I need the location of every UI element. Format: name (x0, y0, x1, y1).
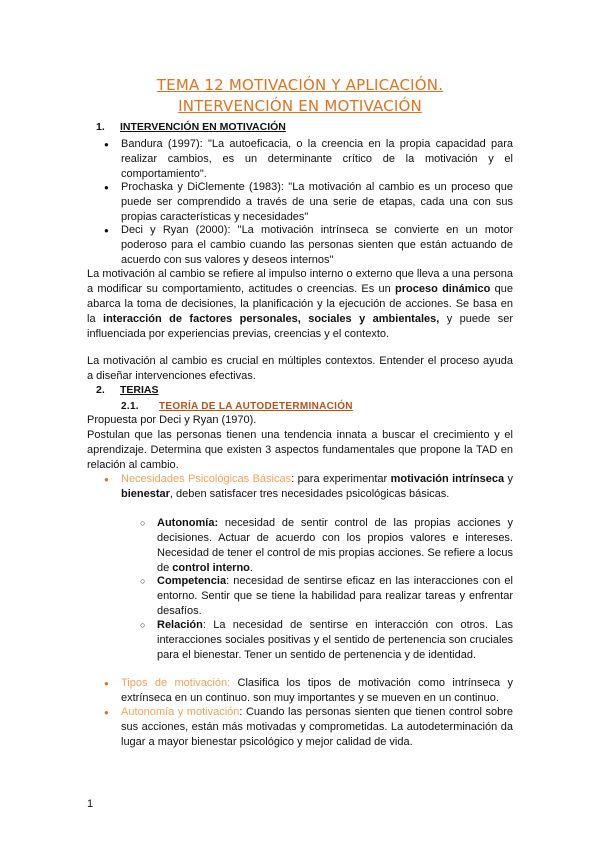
section-1-heading (96, 120, 286, 135)
am-text: : Cuando las personas sienten que tienen control sobre sus acciones, están más motivadas y comprometidas. La autodeterminación da lugar a mayor bienestar psicológico y mejor calidad de vida. (121, 706, 513, 748)
bullet-autonomia-motivacion (121, 705, 513, 750)
bullet-tipos-motivacion (121, 676, 513, 706)
p1-bold-interaccion: interacción de factores personales, sociales y ambientales, (103, 313, 440, 325)
p1-text-c: que abarca la toma de decisiones, la planificación y la ejecución de acciones. Se basa en la (87, 283, 513, 325)
section-1-number: 1. (96, 121, 105, 133)
p1-text-d: y puede ser influenciada por experiencias previas, creencias y el contexto. (87, 313, 513, 340)
nb-bold-motivacion: motivación intrínseca (390, 473, 505, 485)
nb-bold-bienestar: bienestar (121, 488, 170, 500)
autonomia-text: necesidad de sentir control de las propias acciones y decisiones. Actuar de acuerdo con los propios valores e intereses. Necesidad de tener el control de mis propias acciones. Se refiere a locus de (157, 517, 513, 574)
relacion-text: : La necesidad de sentirse en interacción con otros. Las interacciones sociales positivas y el sentido de pertenencia son cruciales para el bienestar. Tener un sentido de pertenencia y de identidad. (157, 619, 513, 661)
section-2-1-label: TEORÍA DE LA AUTODETERMINACIÓN (159, 401, 353, 412)
am-label: Autonomía y motivación (121, 706, 240, 718)
section-2-1-number: 2.1. (121, 401, 139, 412)
p1-bold-proceso: proceso dinámico (395, 283, 491, 295)
section-2-1-heading (121, 399, 353, 414)
paragraph-postulan: Postulan que las personas tienen una tendencia innata a buscar el crecimiento y el aprendizaje. Determina que existen 3 aspectos fundamentales que propone la TAD en relación al cambio. (87, 429, 513, 471)
competencia-text: : necesidad de sentirse eficaz en las interacciones con el entorno. Sentir que se tiene la habilidad para realizar tareas y enfrentar desafíos. (157, 575, 513, 617)
competencia-label: Competencia (157, 575, 227, 587)
relacion-label: Relación (157, 619, 203, 631)
sub-bullet-relacion (157, 618, 513, 663)
autonomia-end: . (249, 562, 253, 574)
sub-bullet-autonomia (157, 516, 513, 576)
bullet-deci-ryan: ● Deci y Ryan (2000): "La motivación intrínseca se convierte en un motor poderoso para el cambio cuando las personas sienten que están actuando de acuerdo con sus valores y deseos internos" (121, 223, 513, 268)
section-2-label: TERIAS (120, 384, 159, 396)
tipos-text: Clasifica los tipos de motivación como intrínseca y extrínseca en un continuo. son muy importantes y se mueven en un continuo. (121, 677, 513, 704)
title-line-1: TEMA 12 MOTIVACIÓN Y APLICACIÓN. (156, 76, 444, 94)
bullet-prochaska: ● Prochaska y DiClemente (1983): "La motivación al cambio es un proceso que puede ser comprendido a través de una serie de etapas, cada una con sus propias características y necesidades" (121, 180, 513, 225)
paragraph-crucial: La motivación al cambio es crucial en múltiples contextos. Entender el proceso ayuda a diseñar intervenciones efectivas. (87, 355, 513, 382)
necesidades-label: Necesidades Psicológicas Básicas (121, 473, 292, 485)
nb-text-a: : para experimentar (291, 473, 391, 485)
section-1-label: INTERVENCIÓN EN MOTIVACIÓN (120, 121, 286, 133)
tipos-label: Tipos de motivación: (121, 677, 231, 689)
nb-text-c: y (504, 473, 513, 485)
autonomia-bold-control: control interno (172, 562, 250, 574)
bullet-bandura: ● Bandura (1997): "La autoeficacia, o la creencia en la propia capacidad para realizar cambios, es un determinante crítico de la motivación y el comportamiento". (121, 137, 513, 182)
sub-bullet-competencia (157, 574, 513, 619)
page-number: 1 (87, 798, 94, 810)
section-2-heading (96, 383, 159, 398)
paragraph-propuesta: Propuesta por Deci y Ryan (1970). (87, 414, 257, 426)
p1-text-a: La motivación al cambio se refiere al impulso interno o externo que lleva a una persona a modificar su comportamiento, actitudes o creencias. Es un (87, 268, 513, 295)
autonomia-label: Autonomía: (157, 517, 219, 529)
nb-text-d: , deben satisfacer tres necesidades psicológicas básicas. (169, 488, 450, 500)
bullet-necesidades (121, 472, 513, 502)
paragraph-motivacion-cambio (87, 267, 513, 342)
title-line-2: INTERVENCIÓN EN MOTIVACIÓN (178, 97, 422, 115)
section-2-number: 2. (96, 384, 105, 396)
